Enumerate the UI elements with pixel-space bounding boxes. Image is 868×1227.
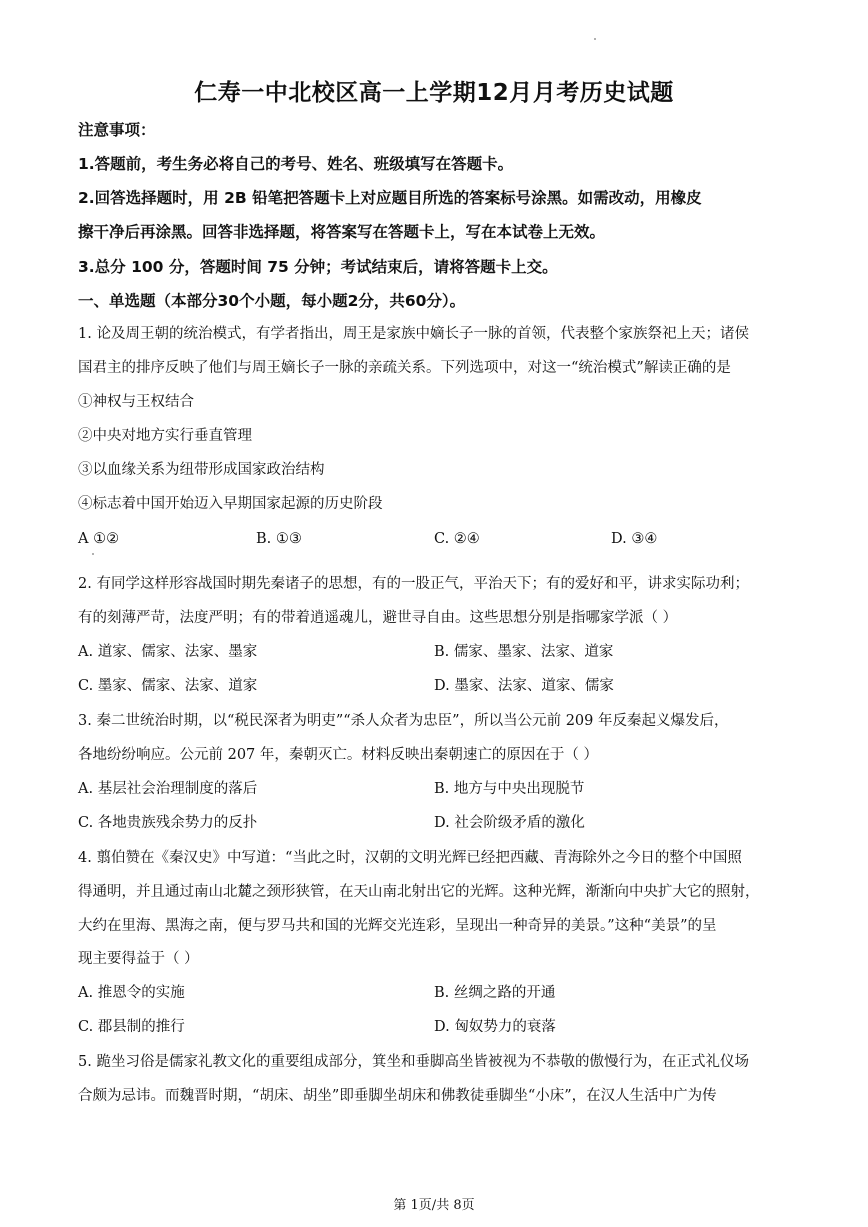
q1-stem-line-2: 国君主的排序反映了他们与周王嫡长子一脉的亲疏关系。下列选项中，对这一“统治模式”解读正确的是 xyxy=(78,360,731,376)
q3-option-b: B. 地方与中央出现脱节 xyxy=(434,781,585,797)
q1-statement-3: ③以血缘关系为纽带形成国家政治结构 xyxy=(78,462,325,478)
notice-item-3: 3.总分 100 分，答题时间 75 分钟；考试结束后，请将答题卡上交。 xyxy=(78,258,558,276)
q1-option-b: B. ①③ xyxy=(256,531,302,547)
q1-statement-4: ④标志着中国开始迈入早期国家起源的历史阶段 xyxy=(78,496,383,512)
q3-option-a: A. 基层社会治理制度的落后 xyxy=(78,781,258,797)
q1-statement-2: ②中央对地方实行垂直管理 xyxy=(78,428,252,444)
q1-option-a: A ①② xyxy=(78,531,120,547)
q1-statement-1: ①神权与王权结合 xyxy=(78,394,194,410)
q2-option-d: D. 墨家、法家、道家、儒家 xyxy=(434,678,614,694)
notice-item-1: 1.答题前，考生务必将自己的考号、姓名、班级填写在答题卡。 xyxy=(78,155,514,173)
q4-option-d: D. 匈奴势力的衰落 xyxy=(434,1019,556,1035)
q4-stem-line-1: 4. 翦伯赞在《秦汉史》中写道：“当此之时，汉朝的文明光辉已经把西藏、青海除外之今日的整个中国照 xyxy=(78,850,742,866)
scan-speck xyxy=(92,553,94,555)
q4-option-b: B. 丝绸之路的开通 xyxy=(434,985,556,1001)
q3-stem-line-1: 3. 秦二世统治时期，以“税民深者为明吏”“杀人众者为忠臣”，所以当公元前 209 年反秦起义爆发后， xyxy=(78,713,729,729)
scan-speck xyxy=(594,38,596,40)
q1-stem-line-1: 1. 论及周王朝的统治模式，有学者指出，周王是家族中嫡长子一脉的首领，代表整个家族祭祀上天；诸侯 xyxy=(78,326,749,342)
q3-option-d: D. 社会阶级矛盾的激化 xyxy=(434,815,585,831)
q2-stem-line-2: 有的刻薄严苛，法度严明；有的带着逍遥魂儿，避世寻自由。这些思想分别是指哪家学派（ ） xyxy=(78,610,678,626)
q2-option-b: B. 儒家、墨家、法家、道家 xyxy=(434,644,614,660)
q3-option-c: C. 各地贵族残余势力的反扑 xyxy=(78,815,258,831)
notice-item-2-line-1: 2.回答选择题时，用 2B 铅笔把答题卡上对应题目所选的答案标号涂黑。如需改动，用橡皮 xyxy=(78,189,702,207)
q2-stem-line-1: 2. 有同学这样形容战国时期先秦诸子的思想，有的一股正气，平治天下；有的爱好和平，讲求实际功利； xyxy=(78,576,749,592)
exam-title: 仁寿一中北校区高一上学期12月月考历史试题 xyxy=(194,80,674,106)
q4-stem-line-2: 得通明，并且通过南山北麓之颈形狭管，在天山南北射出它的光辉。这种光辉，渐渐向中央扩大它的照射， xyxy=(78,884,760,900)
section-heading: 一、单选题（本部分30个小题，每小题2分，共60分）。 xyxy=(78,292,466,310)
q1-option-c: C. ②④ xyxy=(434,531,480,547)
q4-option-c: C. 郡县制的推行 xyxy=(78,1019,185,1035)
q4-option-a: A. 推恩令的实施 xyxy=(78,985,185,1001)
q1-option-d: D. ③④ xyxy=(611,531,658,547)
q2-option-a: A. 道家、儒家、法家、墨家 xyxy=(78,644,258,660)
notice-heading: 注意事项： xyxy=(78,121,156,139)
q4-stem-line-3: 大约在里海、黑海之南，便与罗马共和国的光辉交光连彩，呈现出一种奇异的美景。”这种“美景”的呈 xyxy=(78,918,717,934)
q5-stem-line-2: 合颇为忌讳。而魏晋时期，“胡床、胡坐”即垂脚坐胡床和佛教徒垂脚坐“小床”，在汉人生活中广为传 xyxy=(78,1088,717,1104)
notice-item-2-line-2: 擦干净后再涂黑。回答非选择题，将答案写在答题卡上，写在本试卷上无效。 xyxy=(78,223,606,241)
q2-option-c: C. 墨家、儒家、法家、道家 xyxy=(78,678,258,694)
page-footer: 第 1页/共 8页 xyxy=(393,1198,475,1213)
q4-stem-line-4: 现主要得益于（ ） xyxy=(78,951,199,967)
q3-stem-line-2: 各地纷纷响应。公元前 207 年，秦朝灭亡。材料反映出秦朝速亡的原因在于（ ） xyxy=(78,747,599,763)
q5-stem-line-1: 5. 跪坐习俗是儒家礼教文化的重要组成部分，箕坐和垂脚高坐皆被视为不恭敬的傲慢行为，在正式礼仪场 xyxy=(78,1054,749,1070)
